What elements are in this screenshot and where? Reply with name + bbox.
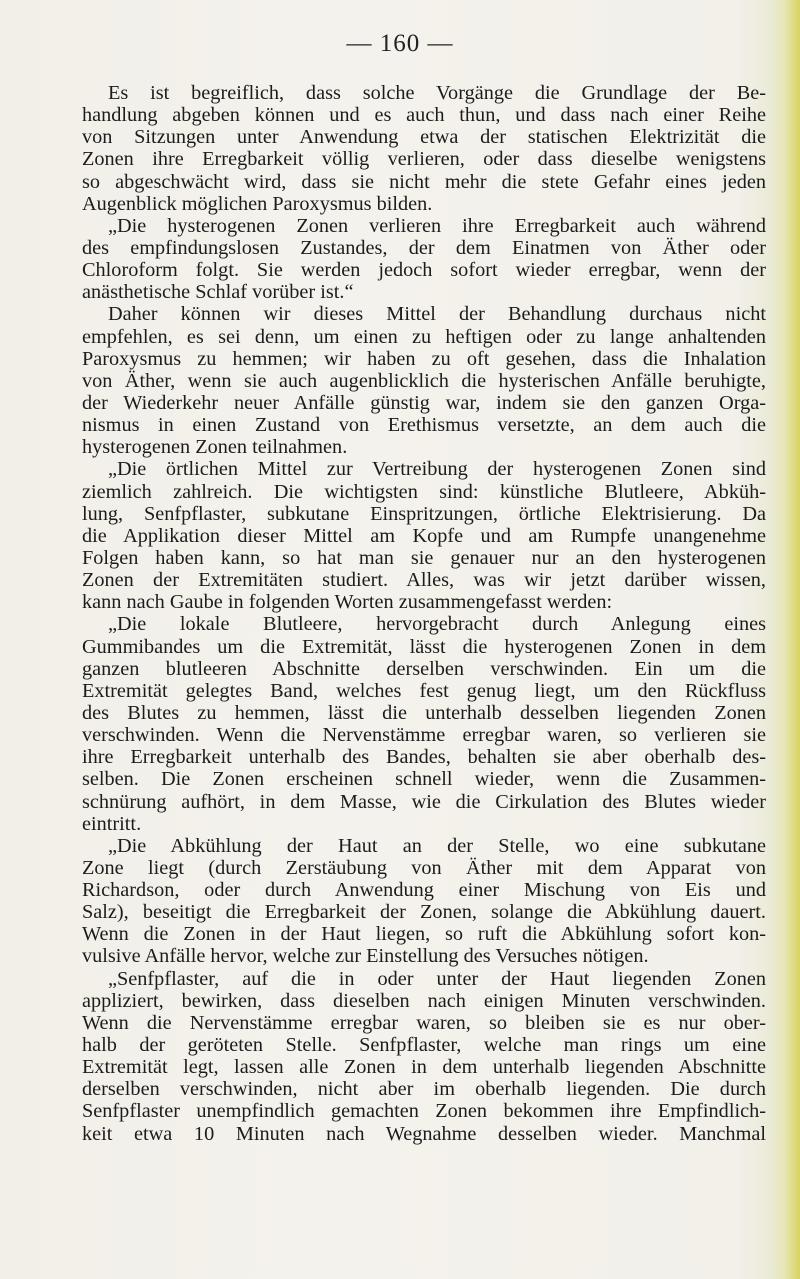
text-line: Extremität legt, lassen alle Zonen in dem unterhalb liegenden Abschnitte: [82, 1056, 766, 1079]
text-line: kann nach Gaube in folgenden Worten zusammengefasst werden:: [82, 591, 613, 614]
text-line: Zonen ihre Erregbarkeit völlig verlieren, oder dass dieselbe wenigstens: [82, 148, 766, 171]
text-line: derselben verschwinden, nicht aber im oberhalb liegenden. Die durch: [82, 1078, 766, 1101]
text-line: „Die hysterogenen Zonen verlieren ihre Erregbarkeit auch während: [108, 214, 766, 237]
text-line: ziemlich zahlreich. Die wichtigsten sind: künstliche Blutleere, Abküh-: [82, 480, 766, 503]
text-line: von Äther, wenn sie auch augenblicklich die hysterischen Anfälle beruhigte,: [82, 369, 766, 392]
text-line: Richardson, oder durch Anwendung einer Mischung von Eis und: [82, 879, 766, 902]
text-line: Chloroform folgt. Sie werden jedoch sofort wieder erregbar, wenn der: [82, 259, 766, 282]
text-line: vulsive Anfälle hervor, welche zur Einstellung des Versuches nötigen.: [82, 945, 649, 968]
text-line: von Sitzungen unter Anwendung etwa der statischen Elektrizität die: [82, 126, 766, 149]
text-line: anästhetische Schlaf vorüber ist.“: [82, 281, 354, 304]
text-line: Extremität gelegtes Band, welches fest genug liegt, um den Rückfluss: [82, 679, 766, 702]
text-line: handlung abgeben können und es auch thun, und dass nach einer Reihe: [82, 104, 766, 127]
text-line: „Die Abkühlung der Haut an der Stelle, wo eine subkutane: [108, 834, 766, 857]
text-line: schnürung aufhört, in dem Masse, wie die Cirkulation des Blutes wieder: [82, 790, 766, 813]
text-line: des Blutes zu hemmen, lässt die unterhalb desselben liegenden Zonen: [82, 701, 766, 724]
text-line: „Senfpflaster, auf die in oder unter der Haut liegenden Zonen: [108, 967, 766, 990]
text-line: ganzen blutleeren Abschnitte derselben verschwinden. Ein um die: [82, 657, 766, 680]
text-line: Zone liegt (durch Zerstäubung von Äther mit dem Apparat von: [82, 856, 766, 879]
text-line: Salz), beseitigt die Erregbarkeit der Zonen, solange die Abkühlung dauert.: [82, 901, 766, 924]
text-line: verschwinden. Wenn die Nervenstämme erregbar waren, so verlieren sie: [82, 724, 766, 747]
text-line: Folgen haben kann, so hat man sie genauer nur an den hysterogenen: [82, 546, 766, 569]
text-line: keit etwa 10 Minuten nach Wegnahme desselben wieder. Manchmal: [82, 1122, 766, 1145]
text-line: Zonen der Extremitäten studiert. Alles, was wir jetzt darüber wissen,: [82, 569, 766, 592]
text-line: der Wiederkehr neuer Anfälle günstig war, indem sie den ganzen Orga-: [82, 391, 766, 414]
text-line: Wenn die Nervenstämme erregbar waren, so bleiben sie es nur ober-: [82, 1011, 766, 1034]
text-line: empfehlen, es sei denn, um einen zu heftigen oder zu lange anhaltenden: [82, 325, 766, 348]
text-line: appliziert, bewirken, dass dieselben nach einigen Minuten verschwinden.: [82, 989, 766, 1012]
text-line: Es ist begreiflich, dass solche Vorgänge die Grundlage der Be-: [108, 82, 766, 104]
text-line: die Applikation dieser Mittel am Kopfe und am Rumpfe unangenehme: [82, 524, 766, 547]
body-text: [82, 82, 766, 1145]
text-line: „Die örtlichen Mittel zur Vertreibung der hysterogenen Zonen sind: [108, 458, 766, 481]
text-line: Wenn die Zonen in der Haut liegen, so ruft die Abkühlung sofort kon-: [82, 923, 766, 946]
page-number: — 160 —: [346, 30, 454, 57]
text-line: Augenblick möglichen Paroxysmus bilden.: [82, 192, 433, 215]
text-line: so abgeschwächt wird, dass sie nicht mehr die stete Gefahr eines jeden: [82, 170, 766, 193]
page-edge-stain: [784, 0, 800, 1279]
text-line: halb der geröteten Stelle. Senfpflaster, welche man rings um eine: [82, 1034, 766, 1057]
text-line: Paroxysmus zu hemmen; wir haben zu oft gesehen, dass die Inhalation: [82, 347, 766, 370]
text-line: hysterogenen Zonen teilnahmen.: [82, 436, 348, 459]
text-line: Gummibandes um die Extremität, lässt die hysterogenen Zonen in dem: [82, 635, 766, 658]
text-line: Senfpflaster unempfindlich gemachten Zonen bekommen ihre Empfindlich-: [82, 1100, 766, 1123]
text-line: nismus in einen Zustand von Erethismus versetzte, an dem auch die: [82, 414, 766, 437]
text-line: lung, Senfpflaster, subkutane Einspritzungen, örtliche Elektrisierung. Da: [82, 502, 766, 525]
text-line: „Die lokale Blutleere, hervorgebracht durch Anlegung eines: [108, 613, 766, 636]
text-line: selben. Die Zonen erscheinen schnell wieder, wenn die Zusammen-: [82, 768, 766, 791]
text-line: ihre Erregbarkeit unterhalb des Bandes, behalten sie aber oberhalb des-: [82, 746, 766, 769]
text-line: des empfindungslosen Zustandes, der dem Einatmen von Äther oder: [82, 236, 766, 259]
text-line: Daher können wir dieses Mittel der Behandlung durchaus nicht: [108, 303, 766, 326]
text-line: eintritt.: [82, 812, 142, 835]
